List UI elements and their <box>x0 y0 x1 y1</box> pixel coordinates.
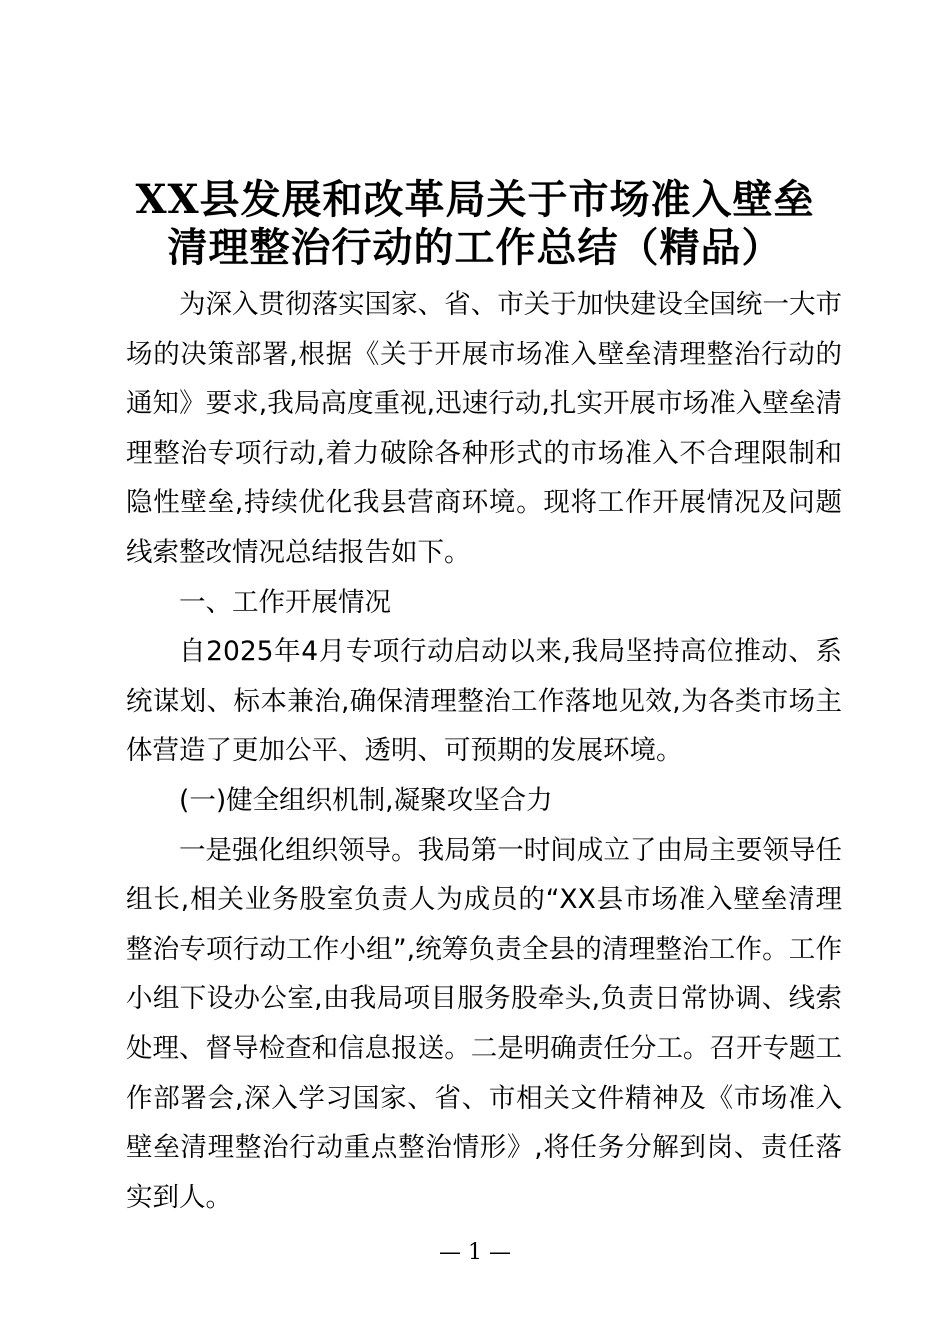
section-paragraph: 自2025年4月专项行动启动以来,我局坚持高位推动、系统谋划、标本兼治,确保清理整治工作落地见效,为各类市场主体营造了更加公平、透明、可预期的发展环境。 <box>126 636 842 767</box>
document-body <box>126 280 842 1222</box>
subsection-paragraph: 一是强化组织领导。我局第一时间成立了由局主要领导任组长,相关业务股室负责人为成员的“XX县市场准入壁垒清理整治专项行动工作小组”,统筹负责全县的清理整治工作。工作小组下设办公室,由我局项目服务股牵头,负责日常协调、线索处理、督导检查和信息报送。二是明确责任分工。召开专题工作部署会,深入学习国家、省、市相关文件精神及《市场准入壁垒清理整治行动重点整治情形》,将任务分解到岗、责任落实到人。 <box>126 834 842 1213</box>
document-title <box>60 176 890 272</box>
page-number: — 1 — <box>439 1240 511 1265</box>
subsection-heading: (一)健全组织机制,凝聚攻坚合力 <box>179 784 553 816</box>
intro-paragraph: 为深入贯彻落实国家、省、市关于加快建设全国统一大市场的决策部署,根据《关于开展市场准入壁垒清理整治行动的通知》要求,我局高度重视,迅速行动,扎实开展市场准入壁垒清理整治专项行动,着力破除各种形式的市场准入不合理限制和隐性壁垒,持续优化我县营商环境。现将工作开展情况及问题线索整改情况总结报告如下。 <box>126 289 842 568</box>
section-heading: 一、工作开展情况 <box>179 586 391 618</box>
title-line-2: 清理整治行动的工作总结（精品） <box>167 224 783 271</box>
title-line-1: XX县发展和改革局关于市场准入壁垒 <box>135 176 815 223</box>
